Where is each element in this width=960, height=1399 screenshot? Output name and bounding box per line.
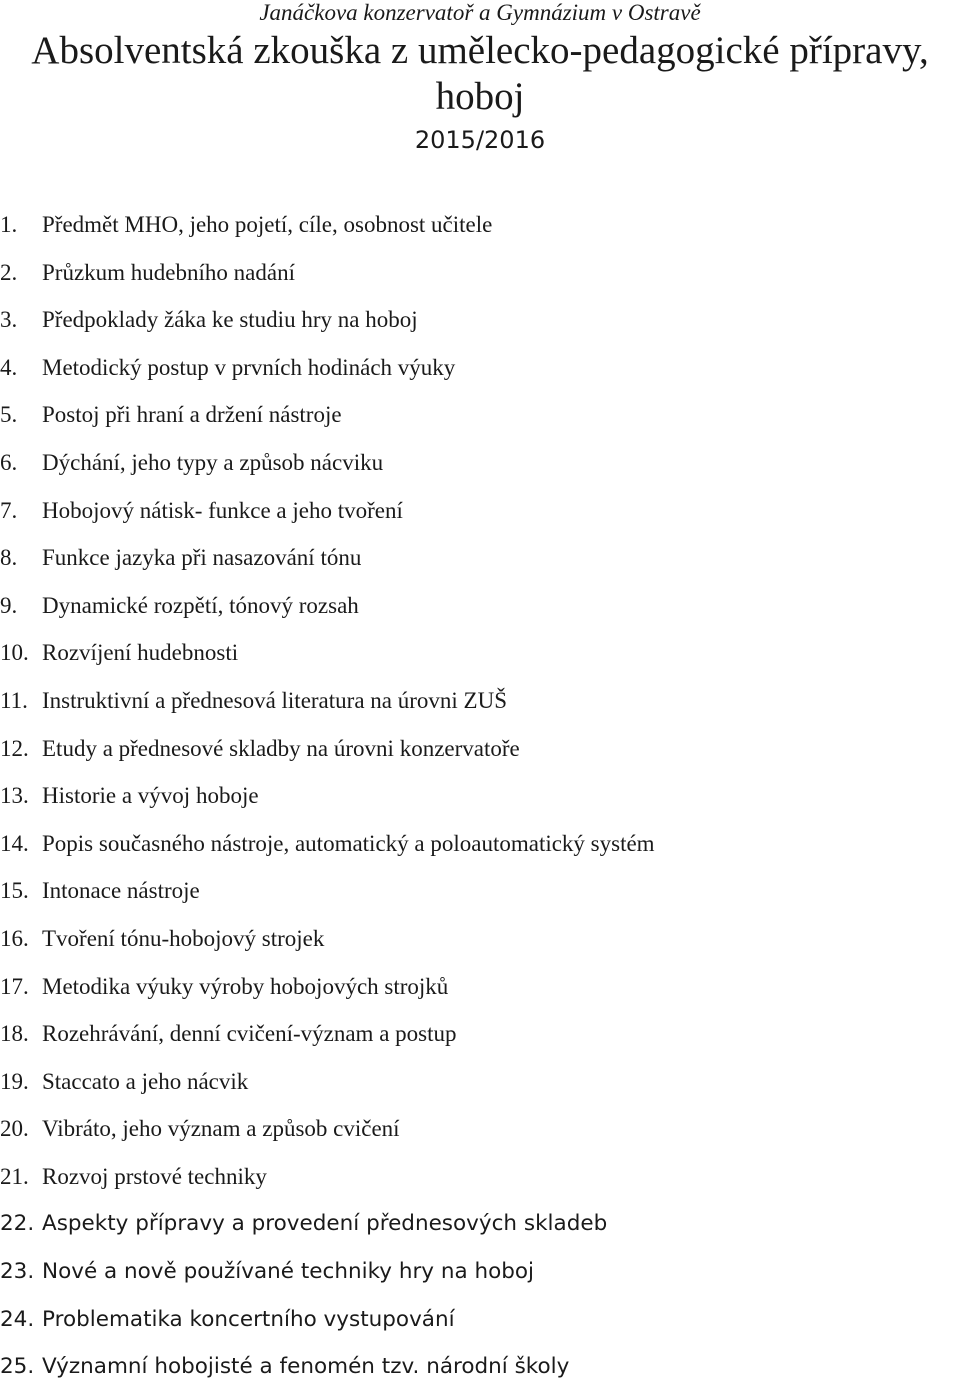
item-number: 20. [0, 1116, 29, 1142]
list-item [0, 971, 655, 1019]
item-text: Hobojový nátisk- funkce a jeho tvoření [42, 497, 403, 523]
list-item [0, 1351, 655, 1399]
list-item [0, 542, 655, 590]
item-text: Tvoření tónu-hobojový strojek [42, 925, 325, 951]
item-text: Průzkum hudebního nadání [42, 259, 295, 285]
list-item [0, 1018, 655, 1066]
item-text: Historie a vývoj hoboje [42, 783, 259, 809]
list-item [0, 875, 655, 923]
item-number: 2. [0, 259, 18, 285]
list-item [0, 923, 655, 971]
list-item [0, 352, 655, 400]
item-number: 8. [0, 545, 18, 571]
item-text: Funkce jazyka při nasazování tónu [42, 545, 362, 571]
list-item [0, 780, 655, 828]
title-line-2: hoboj [435, 75, 525, 118]
item-text: Dynamické rozpětí, tónový rozsah [42, 592, 359, 618]
item-text: Problematika koncertního vystupování [42, 1306, 455, 1332]
list-item [0, 828, 655, 876]
item-number: 3. [0, 307, 18, 333]
list-item [0, 1304, 655, 1352]
item-text: Intonace nástroje [42, 878, 200, 904]
item-number: 1. [0, 212, 18, 237]
list-item [0, 209, 655, 257]
item-text: Vibráto, jeho význam a způsob cvičení [42, 1116, 400, 1142]
item-number: 24. [0, 1306, 35, 1332]
list-item [0, 637, 655, 685]
item-number: 18. [0, 1021, 29, 1047]
list-item [0, 1256, 655, 1304]
item-text: Postoj při hraní a držení nástroje [42, 402, 342, 428]
item-number: 22. [0, 1211, 35, 1237]
list-item [0, 590, 655, 638]
list-item [0, 447, 655, 495]
item-number: 7. [0, 497, 18, 523]
item-text: Etudy a přednesové skladby na úrovni konzervatoře [42, 735, 520, 761]
item-number: 19. [0, 1068, 29, 1094]
list-item [0, 1208, 655, 1256]
item-text: Nové a nově používané techniky hry na hoboj [42, 1259, 535, 1285]
page-title [0, 28, 960, 120]
item-number: 25. [0, 1354, 35, 1380]
item-text: Předmět MHO, jeho pojetí, cíle, osobnost učitele [42, 212, 493, 237]
item-text: Rozvoj prstové techniky [42, 1163, 267, 1189]
list-item [0, 257, 655, 305]
item-number: 10. [0, 640, 29, 666]
item-number: 15. [0, 878, 29, 904]
school-year: 2015/2016 [414, 126, 546, 154]
item-number: 16. [0, 925, 29, 951]
school-name: Janáčkova konzervatoř a Gymnázium v Ostravě [259, 0, 701, 25]
list-item [0, 685, 655, 733]
item-text: Dýchání, jeho typy a způsob nácviku [42, 449, 384, 475]
item-number: 14. [0, 830, 29, 856]
item-text: Popis současného nástroje, automatický a poloautomatický systém [42, 830, 655, 856]
item-number: 13. [0, 783, 29, 809]
list-item [0, 1066, 655, 1114]
item-text: Významní hobojisté a fenomén tzv. národní školy [42, 1354, 570, 1380]
item-number: 21. [0, 1163, 29, 1189]
list-item [0, 733, 655, 781]
item-number: 5. [0, 402, 18, 428]
list-item [0, 495, 655, 543]
item-number: 11. [0, 687, 28, 713]
item-number: 4. [0, 354, 18, 380]
list-item [0, 1113, 655, 1161]
item-text: Instruktivní a přednesová literatura na úrovni ZUŠ [42, 687, 507, 713]
item-number: 23. [0, 1259, 35, 1285]
item-number: 12. [0, 735, 29, 761]
item-number: 17. [0, 973, 29, 999]
item-text: Rozvíjení hudebnosti [42, 640, 239, 666]
item-text: Aspekty přípravy a provedení přednesových skladeb [42, 1211, 608, 1237]
list-item [0, 1161, 655, 1209]
list-item [0, 399, 655, 447]
item-number: 6. [0, 449, 18, 475]
topic-list [0, 209, 655, 1399]
item-text: Metodický postup v prvních hodinách výuky [42, 354, 456, 380]
item-number: 9. [0, 592, 18, 618]
item-text: Metodika výuky výroby hobojových strojků [42, 973, 449, 999]
item-text: Předpoklady žáka ke studiu hry na hoboj [42, 307, 418, 333]
title-line-1: Absolventská zkouška z umělecko-pedagogické přípravy, [31, 29, 929, 72]
item-text: Rozehrávání, denní cvičení-význam a postup [42, 1021, 457, 1047]
list-item [0, 304, 655, 352]
item-text: Staccato a jeho nácvik [42, 1068, 249, 1094]
